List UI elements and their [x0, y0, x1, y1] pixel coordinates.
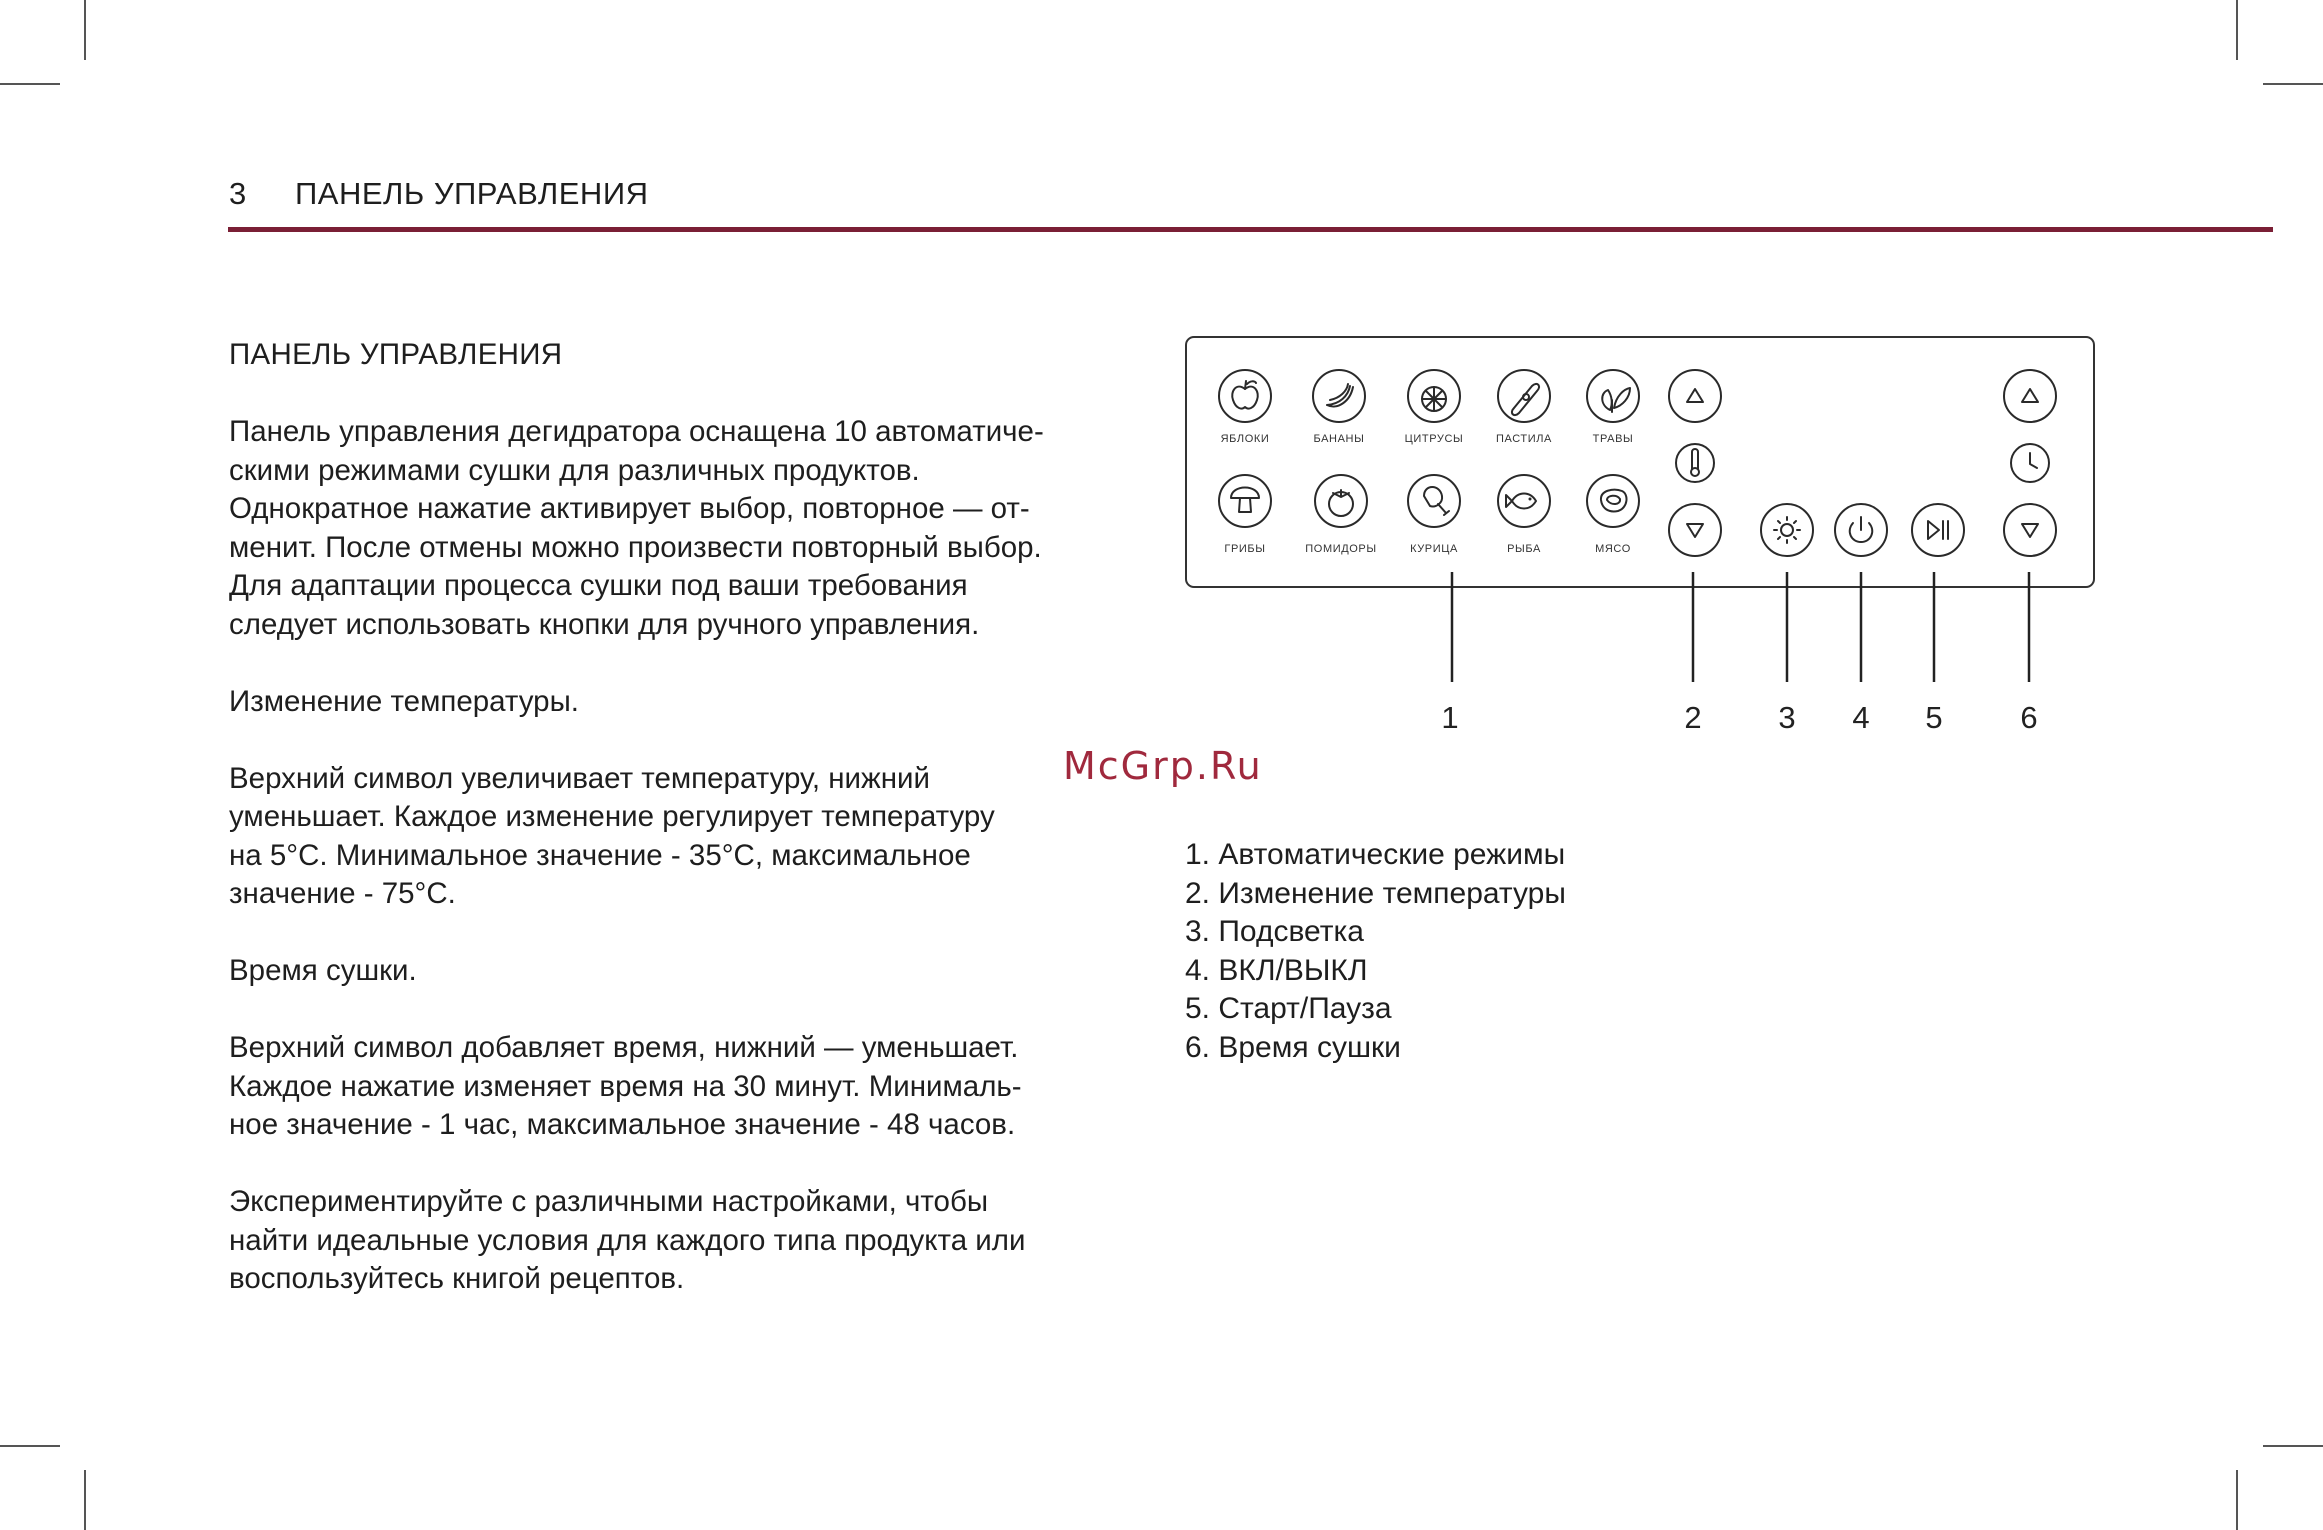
play-pause-icon: [1928, 521, 1948, 539]
heading-drying-time: Время сушки.: [229, 954, 417, 987]
triangle-up-icon: [1687, 389, 1703, 402]
mode-label-tomatoes: ПОМИДОРЫ: [1305, 543, 1377, 555]
mode-label-herbs: ТРАВЫ: [1592, 433, 1634, 445]
legend-item: 6. Время сушки: [1185, 1030, 1401, 1064]
panel-legend: [1185, 836, 1566, 1067]
mode-button-bananas[interactable]: [1313, 370, 1365, 445]
triangle-up-icon: [2022, 389, 2038, 402]
clock-icon: [2011, 444, 2049, 482]
mode-button-mushrooms[interactable]: [1219, 475, 1271, 555]
mode-label-apples: ЯБЛОКИ: [1220, 433, 1270, 445]
legend-item: 3. Подсветка: [1185, 915, 1364, 948]
power-icon: [1850, 517, 1873, 542]
legend-item: 5. Старт/Пауза: [1185, 992, 1392, 1025]
paragraph-temperature: Верхний символ увеличивает температуру, нижний уменьшает. Каждое изменение регулирует температуру на 5°С. Минимальное значение - 35°С, максимальное значение - 75°С.: [229, 761, 995, 910]
mode-label-pastila: ПАСТИЛА: [1496, 433, 1552, 445]
time-up-button[interactable]: [2004, 370, 2056, 422]
temperature-down-button[interactable]: [1669, 504, 1721, 556]
mode-label-chicken: КУРИЦА: [1410, 543, 1458, 555]
mode-button-citrus[interactable]: [1405, 370, 1464, 445]
mode-label-bananas: БАНАНЫ: [1313, 433, 1365, 445]
paragraph-intro: Панель управления дегидратора оснащена 10 автоматиче- скими режимами сушки для различных продуктов. Однократное нажатие активирует выбор, повторное — от- менит. После отмены можно произвести повторный выбор. Для адаптации процесса сушки под ваши требования следует использовать кнопки для ручного управления.: [229, 415, 1044, 641]
banana-icon: [1327, 384, 1353, 406]
apple-icon: [1232, 381, 1258, 409]
heading-temperature: Изменение температуры.: [229, 684, 579, 718]
time-down-button[interactable]: [2004, 504, 2056, 556]
temperature-up-button[interactable]: [1669, 370, 1721, 422]
pastila-roll-icon: [1512, 384, 1539, 415]
legend-item: 4. ВКЛ/ВЫКЛ: [1185, 953, 1368, 987]
tomato-icon: [1329, 490, 1353, 516]
triangle-down-icon: [1687, 524, 1703, 537]
chicken-leg-icon: [1424, 487, 1449, 515]
legend-item: 1. Автоматические режимы: [1185, 838, 1566, 871]
mode-button-herbs[interactable]: [1587, 370, 1639, 445]
mode-button-chicken[interactable]: [1408, 475, 1460, 555]
callout-number-3: 3: [1778, 700, 1796, 735]
start-pause-button[interactable]: [1912, 504, 1964, 556]
mode-button-tomatoes[interactable]: [1305, 475, 1376, 555]
mode-label-citrus: ЦИТРУСЫ: [1404, 433, 1464, 445]
callout-number-6: 6: [2020, 700, 2038, 735]
paragraph-experiment: Экспериментируйте с различными настройками, чтобы найти идеальные условия для каждого типа продукта или воспользуйтесь книгой рецептов.: [229, 1185, 1026, 1295]
mode-label-meat: МЯСО: [1595, 543, 1631, 555]
power-button[interactable]: [1835, 504, 1887, 556]
legend-item: 2. Изменение температуры: [1185, 876, 1566, 910]
callout-number-1: 1: [1441, 700, 1459, 735]
thermometer-icon: [1676, 444, 1714, 482]
mode-label-mushrooms: ГРИБЫ: [1224, 543, 1266, 555]
callout-number-4: 4: [1852, 700, 1870, 735]
mode-button-pastila[interactable]: [1496, 370, 1552, 445]
paragraph-drying-time: Верхний символ добавляет время, нижний — уменьшает. Каждое нажатие изменяет время на 30 минут. Минималь- ное значение - 1 час, максимальное значение - 48 часов.: [229, 1031, 1022, 1141]
citrus-icon: [1422, 387, 1446, 411]
light-button[interactable]: [1761, 504, 1813, 556]
meat-steak-icon: [1601, 490, 1627, 512]
herbs-leaf-icon: [1602, 388, 1630, 412]
page-number: 3: [229, 176, 247, 211]
callout-number-2: 2: [1684, 700, 1702, 735]
page-header-title: ПАНЕЛЬ УПРАВЛЕНИЯ: [295, 176, 649, 211]
mode-label-fish: РЫБА: [1507, 543, 1541, 555]
mushroom-icon: [1231, 488, 1259, 513]
sun-icon: [1774, 517, 1800, 543]
section-title: ПАНЕЛЬ УПРАВЛЕНИЯ: [229, 338, 563, 371]
callout-number-5: 5: [1925, 700, 1943, 735]
watermark: McGrp.Ru: [1063, 744, 1263, 788]
mode-button-meat[interactable]: [1587, 475, 1639, 555]
mode-button-fish[interactable]: [1498, 475, 1550, 555]
mode-button-apples[interactable]: [1219, 370, 1271, 445]
triangle-down-icon: [2022, 524, 2038, 537]
fish-icon: [1506, 494, 1536, 509]
